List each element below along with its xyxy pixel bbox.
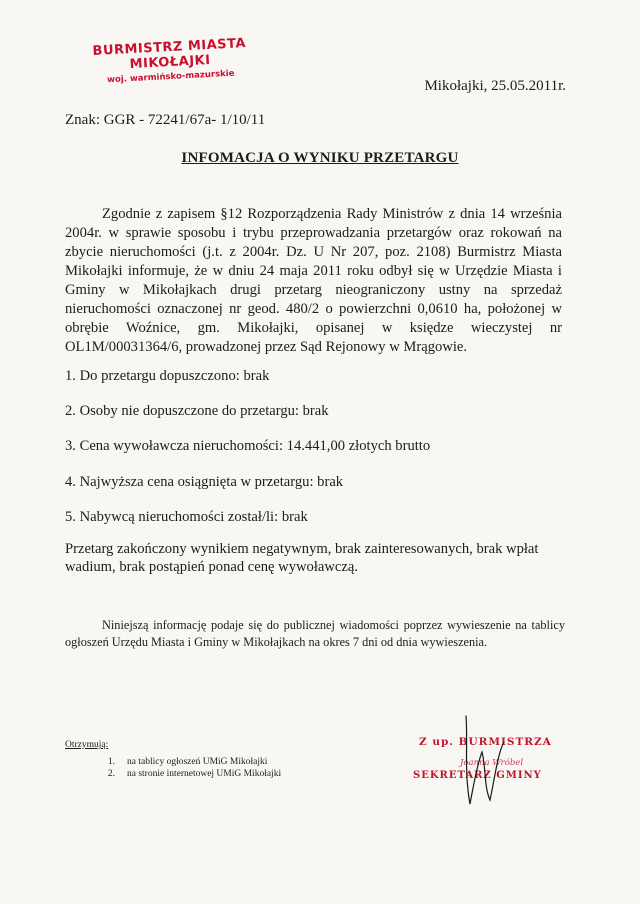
document-title: INFOMACJA O WYNIKU PRZETARGU: [181, 150, 459, 166]
auction-results-list: [65, 367, 430, 543]
handwritten-signature: [448, 712, 508, 812]
list-item: 1. Do przetargu dopuszczono: brak: [65, 368, 270, 384]
list-item: 4. Najwyższa cena osiągnięta w przetargu: brak: [65, 473, 344, 490]
recipient-number: 1.: [107, 757, 115, 767]
publication-notice: Niniejszą informację podaje się do publicznej wiadomości poprzez wywieszenie na tablicy ogłoszeń Urzędu Miasta i Gminy w Mikołajkach na okres 7 dni od dnia wywieszenia.: [65, 618, 565, 649]
recipient-text: na tablicy ogłoszeń UMiG Mikołajki: [127, 757, 268, 767]
reference-number: Znak: GGR - 72241/67a- 1/10/11: [65, 112, 266, 128]
closing-paragraph: Przetarg zakończony wynikiem negatywnym, brak zainteresowanych, brak wpłat wadium, brak postąpień ponad cenę wywoławczą.: [65, 541, 539, 575]
recipient-row: [65, 756, 281, 768]
stamp-office: SEKRETARZ GMINY: [413, 770, 542, 781]
office-stamp: [69, 35, 271, 87]
stamp-authority: Z up. BURMISTRZA: [419, 736, 552, 748]
recipients-label: Otrzymują:: [65, 740, 109, 750]
stamp-region: woj. warmińsko-mazurskie: [106, 68, 235, 86]
stamp-name: Joanna Wróbel: [460, 758, 524, 768]
stamp-title: BURMISTRZ MIASTA MIKOŁAJKI: [92, 36, 247, 73]
list-item: 3. Cena wywoławcza nieruchomości: 14.441,00 złotych brutto: [65, 438, 431, 455]
document-date: Mikołajki, 25.05.2011r.: [424, 78, 566, 94]
intro-paragraph: Zgodnie z zapisem §12 Rozporządzenia Rady Ministrów z dnia 14 września 2004r. w sprawie sposobu i trybu przeprowadzania przetargów oraz rokowań na zbycie nieruchomości (j.t. z 2004r. Dz. U Nr 207, poz. 2108) Burmistrz Miasta Mikołajki informuje, że w dniu 24 maja 2011 roku odbył się w Urzędzie Miasta i Gminy w Mikołajkach drugi przetarg nieograniczony ustny na sprzedaż nieruchomości oznaczonej nr geod. 480/2 o powierzchni 0,0610 ha, położonej w obrębie Woźnice, gm. Mikołajki, opisanej w księdze wieczystej nr OL1M/00031364/6, prowadzonej przez Sąd Rejonowy w Mrągowie.: [65, 206, 562, 355]
recipient-text: na stronie internetowej UMiG Mikołajki: [127, 769, 282, 779]
list-item: 5. Nabywcą nieruchomości został/li: brak: [65, 508, 308, 525]
recipient-number: 2.: [107, 769, 115, 779]
list-item: 2. Osoby nie dopuszczone do przetargu: brak: [65, 403, 329, 420]
recipient-row: [65, 768, 281, 780]
recipients-block: [65, 740, 281, 780]
